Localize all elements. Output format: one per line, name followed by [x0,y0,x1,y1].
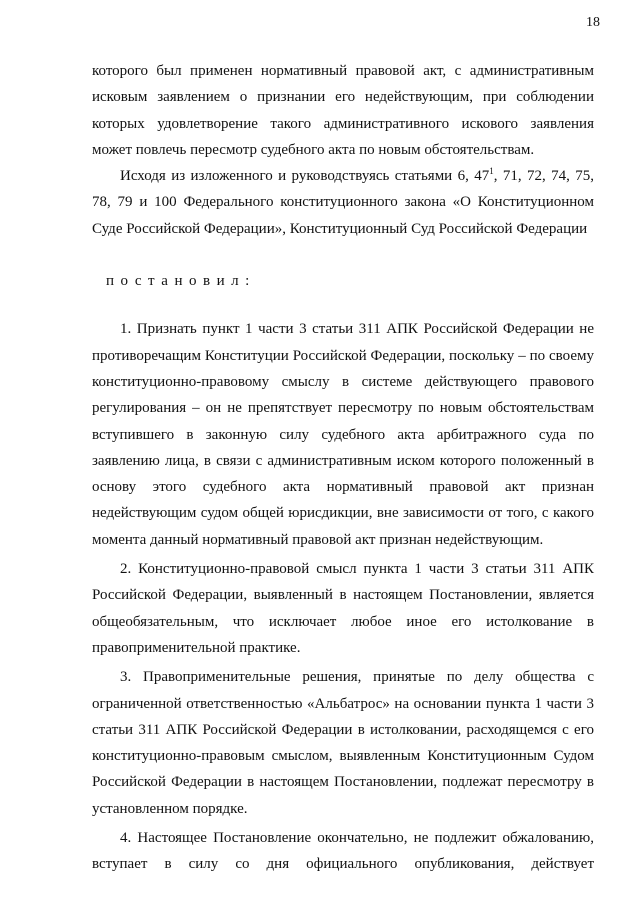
document-body [92,58,594,878]
page-number: 18 [586,15,600,30]
decision-item-1: 1. Признать пункт 1 части 3 статьи 311 АПК Российской Федерации не противоречащим Конституции Российской Федерации, поскольку – по своему конституционно-правовому смыслу в системе действующего правового регулирования – он не препятствует пересмотру по новым обстоятельствам вступившего в законную силу судебного акта арбитражного суда по заявлению лица, в связи с административным иском которого положенный в основу этого судебного акта нормативный правовой акт признан недействующим судом общей юрисдикции, вне зависимости от того, с какого момента данный нормативный правовой акт признан недействующим. [92,321,594,548]
legal-basis-text-end: , 71, 72, 74, 75, 78, 79 и 100 Федерального конституционного закона «О Конституционном Суде Российской Федерации», Конституционный Суд Российской Федерации [92,168,595,237]
decision-item-4: 4. Настоящее Постановление окончательно, не подлежит обжалованию, вступает в силу со дня официального опубликования, действует [92,830,594,873]
decision-heading: постановил: [106,273,256,290]
decision-item-3: 3. Правоприменительные решения, принятые по делу общества с ограниченной ответственностью «Альбатрос» на основании пункта 1 части 3 статьи 311 АПК Российской Федерации в истолковании, расходящемся с его конституционно-правовым смыслом, выявленным Конституционным Судом Российской Федерации в настоящем Постановлении, подлежат пересмотру в установленном порядке. [92,669,594,817]
legal-basis-text-start: Исходя из изложенного и руководствуясь статьями 6, 47 [120,168,490,185]
paragraph-legal-basis [92,163,594,242]
paragraph-continuation: которого был применен нормативный правовой акт, с административным исковым заявлением о признании его недействующим, при соблюдении которых удовлетворение такого административного искового заявления может повлечь пересмотр судебного акта по новым обстоятельствам. [92,63,594,158]
superscript-article-index: 1 [489,166,494,177]
decision-item-2: 2. Конституционно-правовой смысл пункта 1 части 3 статьи 311 АПК Российской Федерации, выявленный в настоящем Постановлении, является общеобязательным, что исключает любое иное его истолкование в правоприменительной практике. [92,561,594,656]
